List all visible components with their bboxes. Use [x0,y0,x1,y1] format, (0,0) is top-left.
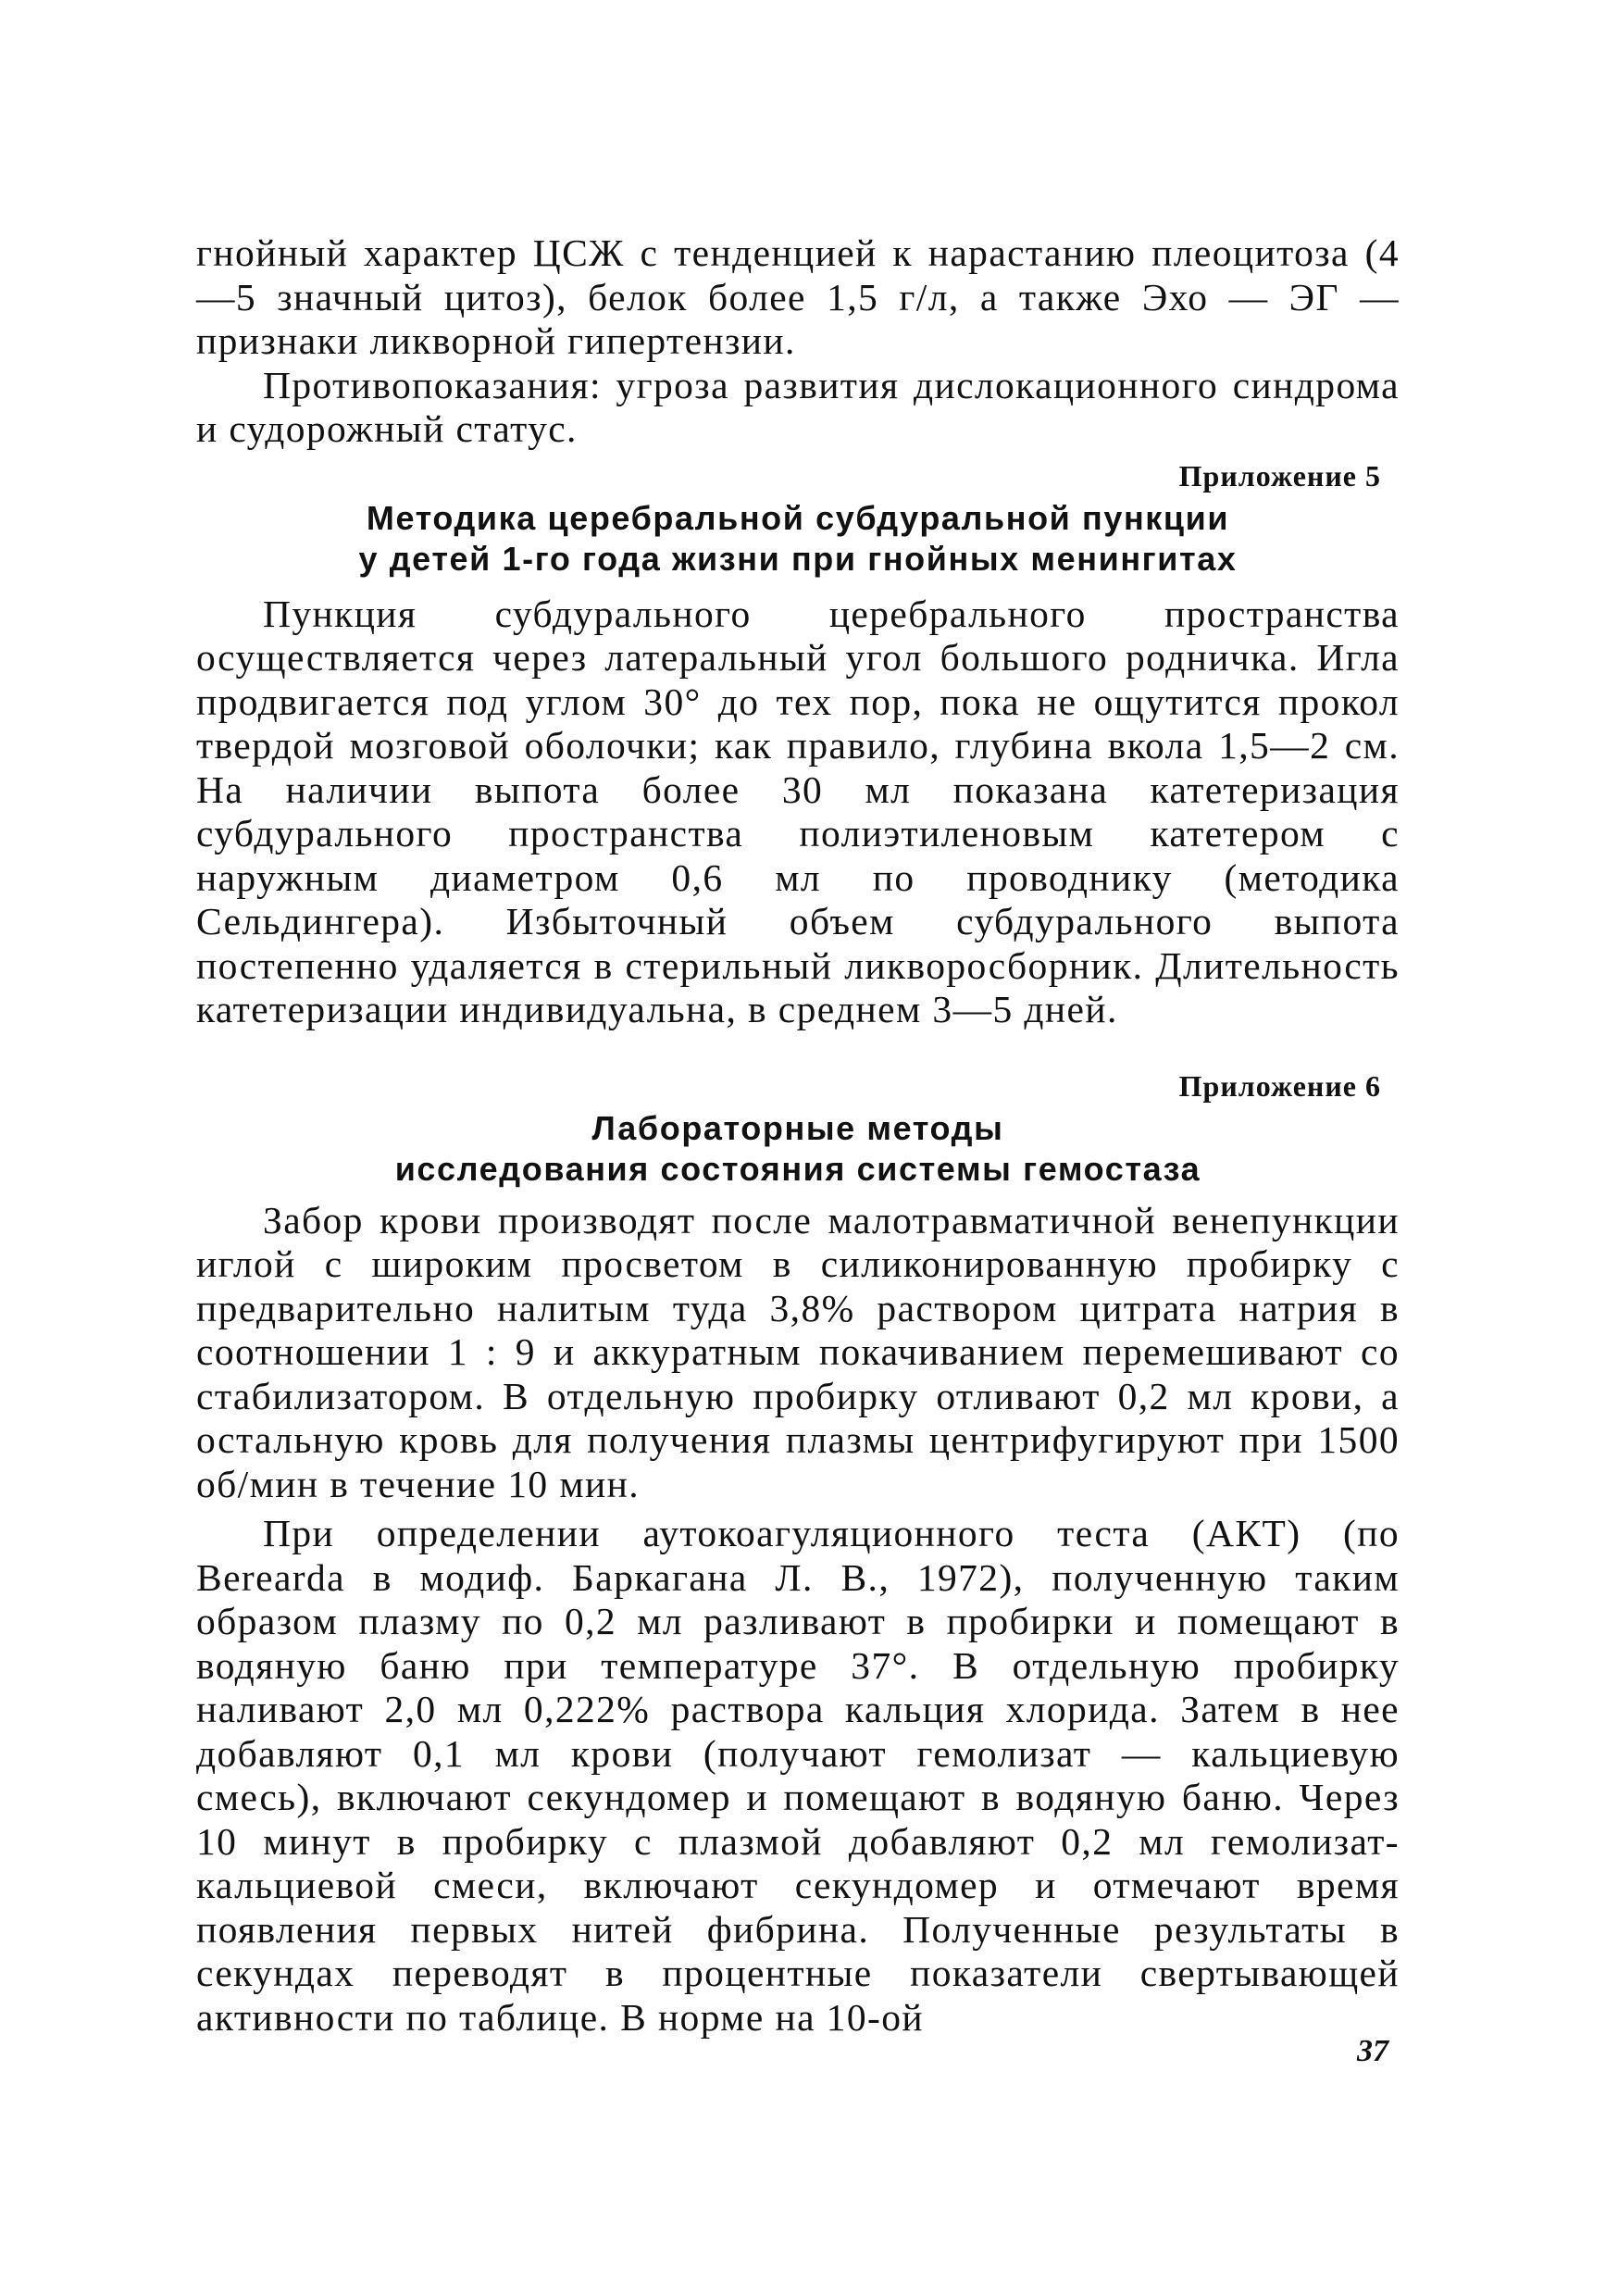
appendix-5-label: Приложение 5 [1178,458,1381,493]
appendix-6-title-line-1: Лабораторные методы [591,1108,1004,1147]
page-number: 37 [1357,2034,1388,2068]
appendix-6-body-2: При определении аутокоагуляционного теста (АКТ) (по Berearda в модиф. Баркагана Л. В., 1972), полученную таким образом плазму по 0,2 мл разливают в пробирки и помещают в водяную баню при температуре 37°. В отдельную пробирку наливают 2,0 мл 0,222% раствора кальция хлорида. Затем в нее добавляют 0,1 мл крови (получают гемолизат — кальциевую смесь), включают секундомер и помещают в водяную баню. Через 10 минут в пробирку с плазмой добавляют 0,2 мл гемолизат-кальциевой смеси, включают секундомер и отмечают время появления первых нитей фибрина. Полученные результаты в секундах переводят в процентные показатели свертывающей активности по таблице. В норме на 10-ой [196,1512,1400,2039]
appendix-6-title-line-2: исследования состояния системы гемостаза [394,1149,1201,1188]
book-page [196,231,1400,2040]
appendix-5-title [196,498,1400,580]
appendix-6-body-1: Забор крови производят после малотравматичной венепункции иглой с широким просветом в силиконированную пробирку с предварительно налитым туда 3,8% раствором цитрата натрия в соотношении 1 : 9 и аккуратным покачиванием перемешивают со стабилизатором. В отдельную пробирку отливают 0,2 мл крови, а остальную кровь для получения плазмы центрифугируют при 1500 об/мин в течение 10 мин. [196,1198,1400,1505]
appendix-5-title-line-2: у детей 1-го года жизни при гнойных менингитах [358,539,1238,578]
appendix-6-title [196,1108,1400,1190]
paragraph-contraindications: Противопоказания: угроза развития дислокационного синдрома и судорожный статус. [196,363,1400,450]
appendix-5-body: Пункция субдурального церебрального пространства осуществляется через латеральный угол большого родничка. Игла продвигается под углом 30° до тех пор, пока не ощутится прокол твердой мозговой оболочки; как правило, глубина вкола 1,5—2 см. На наличии выпота более 30 мл показана катетеризация субдурального пространства полиэтиленовым катетером с наружным диаметром 0,6 мл по проводнику (методика Сельдингера). Избыточный объем субдурального выпота постепенно удаляется в стерильный ликворосборник. Длительность катетеризации индивидуальна, в среднем 3—5 дней. [196,592,1400,1030]
paragraph-continued: гнойный характер ЦСЖ с тенденцией к нарастанию плеоцитоза (4—5 значный цитоз), белок более 1,5 г/л, а также Эхо — ЭГ — признаки ликворной гипертензии. [196,231,1400,362]
appendix-6-label: Приложение 6 [1178,1068,1381,1103]
appendix-5-title-line-1: Методика церебральной субдуральной пункции [366,498,1230,537]
